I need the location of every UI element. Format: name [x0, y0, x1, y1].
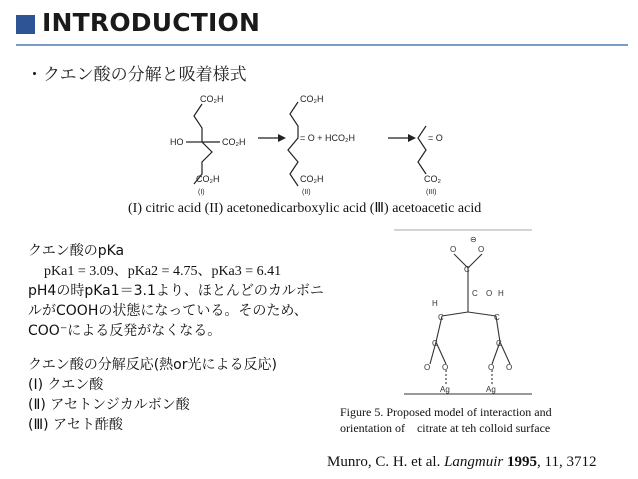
- decomposition-heading: クエン酸の分解反応(熱or光による反応): [28, 357, 277, 373]
- pka-text-line-1: pH4の時pKa1＝3.1より、ほとんどのカルボニ: [28, 283, 324, 299]
- decomposition-item: (Ⅲ) アセト酢酸: [28, 417, 123, 433]
- left-h-label: H: [432, 299, 438, 308]
- mol2-top-group: CO₂H: [300, 94, 324, 104]
- central-o-label: O: [486, 289, 493, 298]
- top-co-bond-right: [468, 254, 482, 268]
- citation: [327, 454, 596, 471]
- left-c-label: C: [438, 313, 444, 322]
- central-c-label: C: [472, 289, 478, 298]
- mol2-chain: [288, 102, 298, 186]
- left-arm-bond: [442, 312, 468, 316]
- mol3-chain: [418, 126, 426, 174]
- top-o-right-label: O: [478, 245, 485, 254]
- decomposition-item: (Ⅱ) アセトンジカルボン酸: [28, 397, 190, 413]
- right-c-label: C: [494, 313, 500, 322]
- mol1-number: (I): [198, 189, 205, 196]
- arrow-2-head: [408, 134, 416, 142]
- section-subtitle: ・クエン酸の分解と吸着様式: [26, 65, 247, 85]
- citation-year: 1995: [503, 454, 538, 470]
- pka-heading: クエン酸のpKa: [28, 243, 125, 259]
- central-h-label: H: [498, 289, 504, 298]
- top-charge-label: ⊖: [470, 235, 477, 244]
- right-carboxyl-c-label: C: [496, 339, 502, 348]
- right-arm-bond: [468, 312, 496, 316]
- ag-left-label: Ag: [440, 385, 450, 394]
- left-o2-label: O: [442, 363, 449, 372]
- title-bullet-square: [16, 15, 35, 34]
- figure-caption: [340, 404, 552, 436]
- mol3-mid-group: = O: [428, 133, 443, 143]
- slide-title: INTRODUCTION: [42, 8, 261, 37]
- mol1-bottom-group: CO₂H: [196, 174, 220, 184]
- mol1-top-group: CO₂H: [200, 94, 224, 104]
- mol1-right-group: CO₂H: [222, 137, 246, 147]
- title-divider: [16, 44, 628, 46]
- right-o2-label: O: [506, 363, 513, 372]
- left-carboxyl-c-label: C: [432, 339, 438, 348]
- figure-caption-line-2: orientation of citrate at teh colloid surface: [340, 421, 551, 435]
- ag-right-label: Ag: [486, 385, 496, 394]
- decomposition-item: (Ⅰ) クエン酸: [28, 377, 104, 393]
- pka-values: pKa1 = 3.09、pKa2 = 4.75、pKa3 = 6.41: [44, 264, 282, 279]
- top-c-label: C: [464, 265, 470, 274]
- mol3-bottom-group: CO₂: [424, 174, 441, 184]
- mol1-left-group: HO: [170, 137, 184, 147]
- mol2-mid-group: = O + HCO₂H: [300, 133, 356, 143]
- reaction-scheme: [150, 90, 480, 202]
- citation-authors: Munro, C. H. et al.: [327, 454, 445, 470]
- citation-volume-pages: , 11, 3712: [537, 454, 597, 470]
- citrate-adsorption-svg: [392, 224, 540, 402]
- citrate-adsorption-figure: [392, 224, 540, 402]
- right-o-label: O: [488, 363, 495, 372]
- scheme-caption: (I) citric acid (II) acetonedicarboxylic acid (Ⅲ) acetoacetic acid: [128, 201, 482, 216]
- figure-caption-line-1: Figure 5. Proposed model of interaction and: [340, 405, 552, 419]
- mol2-bottom-group: CO₂H: [300, 174, 324, 184]
- citation-journal: Langmuir: [444, 454, 504, 470]
- mol1-chain-top: [194, 104, 212, 184]
- top-o-left-label: O: [450, 245, 457, 254]
- pka-text-line-3: COO⁻による反発がなくなる。: [28, 323, 222, 339]
- pka-text-line-2: ルがCOOHの状態になっている。そのため、: [28, 303, 308, 319]
- mol2-number: (II): [302, 189, 311, 196]
- reaction-scheme-svg: [150, 90, 480, 202]
- mol3-number: (III): [426, 189, 437, 196]
- arrow-1-head: [278, 134, 286, 142]
- left-o-label: O: [424, 363, 431, 372]
